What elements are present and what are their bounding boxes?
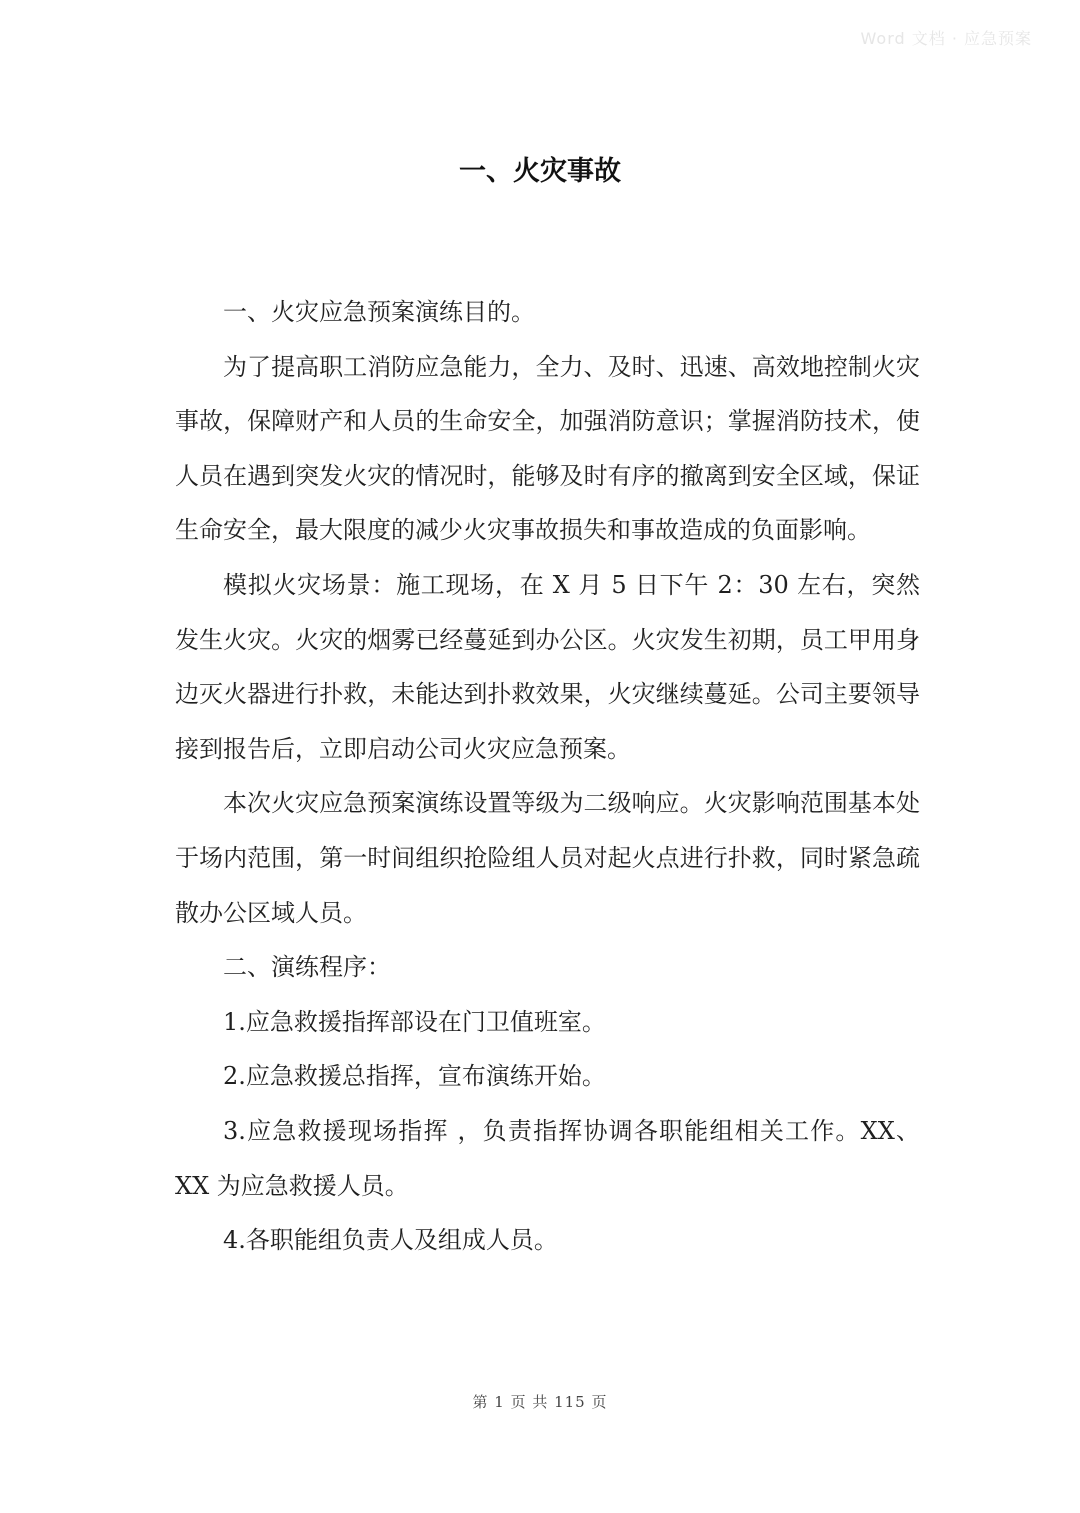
paragraph-purpose: 为了提高职工消防应急能力，全力、及时、迅速、高效地控制火灾事故，保障财产和人员的生命安全，加强消防意识；掌握消防技术，使人员在遇到突发火灾的情况时，能够及时有序的撤离到安全区域，保证生命安全，最大限度的减少火灾事故损失和事故造成的负面影响。 <box>175 352 920 545</box>
paragraph-purpose-heading: 一、火灾应急预案演练目的。 <box>223 298 535 326</box>
page-footer: 第 1 页 共 115 页 <box>472 1393 608 1411</box>
procedure-item-2: 2.应急救援总指挥，宣布演练开始。 <box>223 1062 606 1091</box>
paragraph-procedure-heading: 二、演练程序： <box>223 953 391 982</box>
paragraph-scenario: 模拟火灾场景：施工现场，在 X 月 5 日下午 2：30 左右，突然发生火灾。火灾的烟雾已经蔓延到办公区。火灾发生初期，员工甲用身边灭火器进行扑救，未能达到扑救效果，火灾继续蔓延。公司主要领导接到报告后，立即启动公司火灾应急预案。 <box>175 570 920 763</box>
procedure-item-4: 4.各职能组负责人及组成人员。 <box>223 1226 558 1255</box>
procedure-item-1: 1.应急救援指挥部设在门卫值班室。 <box>223 1007 606 1036</box>
watermark: Word 文档 · 应急预案 <box>860 29 1032 48</box>
document-title: 一、火灾事故 <box>459 156 621 187</box>
procedure-item-3: 3.应急救援现场指挥 ，负责指挥协调各职能组相关工作。XX、XX 为应急救援人员。 <box>175 1116 920 1200</box>
document-body <box>175 285 920 1268</box>
paragraph-response-level: 本次火灾应急预案演练设置等级为二级响应。火灾影响范围基本处于场内范围，第一时间组织抢险组人员对起火点进行扑救，同时紧急疏散办公区域人员。 <box>175 789 920 927</box>
